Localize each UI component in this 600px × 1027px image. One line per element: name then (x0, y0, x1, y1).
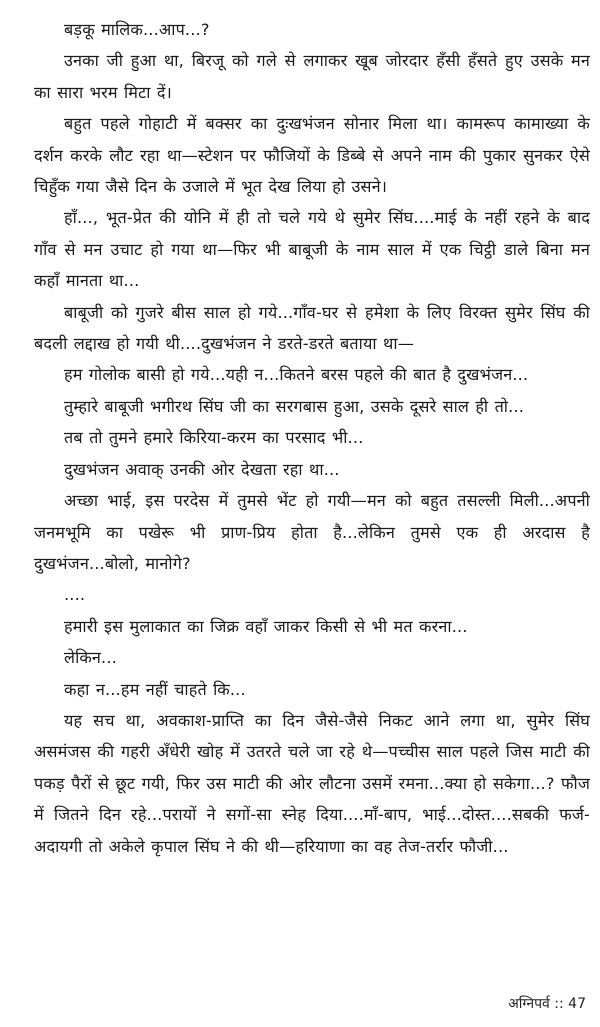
running-footer: अग्निपर्व :: 47 (508, 996, 586, 1012)
paragraph: बड़कू मालिक...आप...? (64, 20, 210, 39)
paragraph: तब तो तुमने हमारे किरिया-करम का परसाद भी... (64, 428, 364, 448)
paragraph: हमारी इस मुलाकात का जिक्र वहाँ जाकर किसी से भी मत करना... (64, 616, 468, 636)
paragraph: हाँ..., भूत-प्रेत की योनि में ही तो चले गये थे सुमेर सिंघ....माई के नहीं रहने के बाद गाँव से मन उचाट हो गया था—फिर भी बाबूजी के नाम साल में एक चिट्ठी डाले बिना मन कहाँ मानता था... (34, 208, 590, 291)
paragraph: कहा न...हम नहीं चाहते कि... (64, 679, 246, 699)
paragraph: .... (64, 585, 86, 605)
paragraph: उनका जी हुआ था, बिरजू को गले से लगाकर खूब जोरदार हँसी हँसते हुए उसके मन का सारा भरम मिटा दें। (34, 51, 590, 102)
paragraph: दुखभंजन अवाक् उनकी ओर देखता रहा था... (64, 459, 340, 479)
paragraph: अच्छा भाई, इस परदेस में तुमसे भेंट हो गयी—मन को बहुत तसल्ली मिली...अपनी जनमभूमि का पखेरू भी प्राण-प्रिय होता है...लेकिन तुमसे एक ही अरदास है दुखभंजन...बोलो, मानोगे? (34, 491, 590, 573)
paragraph: बाबूजी को गुजरे बीस साल हो गये...गाँव-घर से हमेशा के लिए विरक्त सुमेर सिंघ की बदली लद्दाख हो गयी थी....दुखभंजन ने डरते-डरते बताया था— (34, 302, 590, 354)
paragraph: बहुत पहले गोहाटी में बक्सर का दुःखभंजन सोनार मिला था। कामरूप कामाख्या के दर्शन करके लौट रहा था—स्टेशन पर फौजियों के डिब्बे से अपने नाम की पुकार सुनकर ऐसे चिहुँक गया जैसे दिन के उजाले में भूत देख लिया हो उसने। (34, 114, 590, 197)
paragraph: लेकिन... (64, 648, 117, 668)
paragraph: तुम्हारे बाबूजी भगीरथ सिंघ जी का सरगबास हुआ, उसके दूसरे साल ही तो... (64, 396, 525, 416)
body-text (34, 14, 590, 862)
paragraph: यह सच था, अवकाश-प्राप्ति का दिन जैसे-जैसे निकट आने लगा था, सुमेर सिंघ असमंजस की गहरी अँधेरी खोह में उतरते चले जा रहे थे—पच्चीस साल पहले जिस माटी की पकड़ पैरों से छूट गयी, फिर उस माटी की ओर लौटना उसमें रमना...क्या हो सकेगा...? फौज में जितने दिन रहे...परायों ने सगों-सा स्नेह दिया....माँ-बाप, भाई...दोस्त....सबकी फर्ज-अदायगी तो अकेले कृपाल सिंघ ने की थी—हरियाणा का वह तेज-तर्रार फौजी... (34, 710, 590, 856)
paragraph: हम गोलोक बासी हो गये...यही न...कितने बरस पहले की बात है दुखभंजन... (64, 365, 529, 385)
